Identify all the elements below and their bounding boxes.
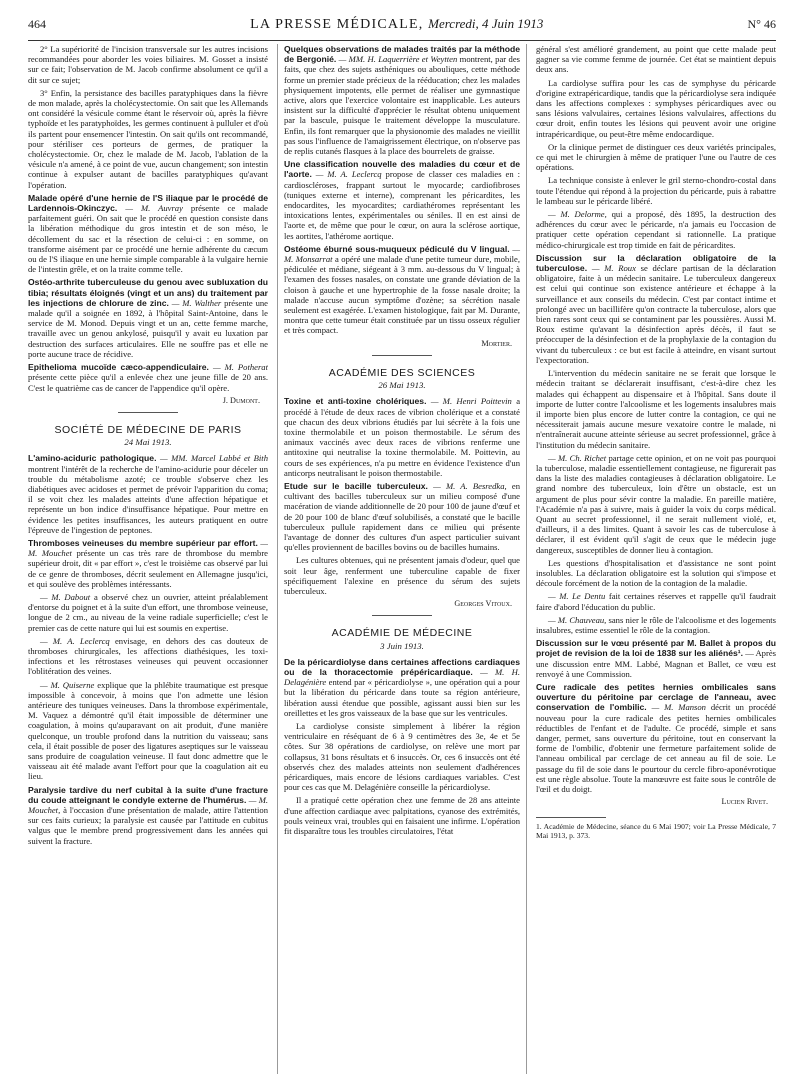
paragraph (28, 680, 268, 782)
article-author: — M. H. Delagénière (284, 666, 520, 688)
paragraph (28, 636, 268, 677)
paragraph: La cardiolyse suffira pour les cas de symphyse du péricarde d'origine extrapéricardique, tandis que la péricardiolyse sera indiquée dans les affections complexes : symphyses péricardiques avec ou sans lésions valvulaires, certaines lésions valvulaires, affections du cœur droit, enfin toutes les lésions qui peuvent avoir une origine intrapéricardique, ou peut-être même endocardique. (536, 77, 776, 139)
article-title: Toxine et anti-toxine cholériques. (284, 396, 427, 407)
article-title: Etude sur le bacille tuberculeux. (284, 480, 428, 491)
article-text: qui a proposé, dès 1895, la destruction des adhérences du cœur avec le péricarde, n'a jamais eu l'occasion de pratiquer cette opération cependant si rationnelle. La pratique médico-chirurgicale est trop timide en fait de péricardites. (536, 209, 776, 250)
article-text: explique que la phlébite traumatique est presque impossible à concevoir, à moins que l'on admette une lésion antérieure des tuniques veineuses. Dans la thrombose expérimentale, M. Vaquez a démontré qu'il était impossible de déterminer une coagulation, à moins qu'auparavant on ait produit, d'une manière quelconque, un trouble profond dans la nutrition du vaisseau; sans cela, il était possible de poser des ligatures aseptiques sur le vaisseau sans produire de coagulation veineuse. Il faut donc admettre que le vaisseau ait été malade avant l'effort pour que la coagulation ait eu lieu. (28, 679, 268, 782)
article-text: décrit un procédé nouveau pour la cure radicale des petites hernies ombilicales réductibles de l'enfant et de l'adulte. Ce procédé, simple et sans danger, permet, sans ouverture du péritoine, tout en conservant la forme de l'ombilic, d'obtenir une fermeture parfaitement solide de l'anneau ombilical par cerclage de cet anneau au fil de soie. Le passage du fil de soie dans le pourtour du cercle fibro-aponévrotique est une règle absolue. Toute la manœuvre est faite sous le contrôle de l'œil et du doigt. (536, 702, 776, 795)
article-title: Epithelioma mucoïde cæco-appendiculaire. (28, 362, 209, 373)
article-title: Une classification nouvelle des maladies du cœur et de l'aorte. (284, 159, 520, 180)
article-text: envisage, en dehors des cas douteux de thromboses chirurgicales, les affections diathésiques, les toxi-infections et les rétrostases veineuses qui peuvent occasionner l'oblitération des veines. (28, 635, 268, 677)
article-title: Ostéo-arthrite tuberculeuse du genou avec subluxation du tibia; résultats éloignés (vingt et un ans) du traitement par les injections de chlorure de zinc. (28, 277, 268, 308)
article-author: — M. A. Leclercq (315, 169, 382, 180)
article-text: a opéré une malade d'une petite tumeur dure, mobile, pédiculée et médiane, siégeant à 3 mm. au-dessous du V lingual; à l'examen des fosses nasales, on constate une grande déviation de la cloison à gauche et une hypertrophie de la fosse nasale droite; la malade n'accuse aucun symptôme d'ozène; sa sécrétion nasale seulement est exagérée. L'examen histologique, fait par M. Durante, montra que cette tumeur était constituée par un tissu osseux régulier et très compact. (284, 254, 520, 336)
article-text: partage cette opinion, et on ne voit pas pourquoi la tuberculose, maladie essentiellement contagieuse, ne figurerait pas dans la liste des maladies contagieuses à déclaration obligatoire. Le grand nombre des tuberculeux, loin d'être un obstacle, est un argument de plus pour sévir contre la maladie. En pareille matière, l'Académie n'a pas à suivre, mais à guider la voix du corps médical. Quant au secret professionnel, il ne serait nullement violé, et, d'ailleurs, il a des limites. Quant à savoir les cas de tuberculose à déclarer, il est évident qu'il s'agit de ceux que le médecin juge dangereux, susceptibles de donner lieu à contagion. (536, 452, 776, 555)
article-text: fait certaines réserves et rappelle qu'il faudrait faire d'abord l'éducation du public. (536, 591, 776, 612)
article-text: présente cette pièce qu'il a enlevée chez une jeune fille de 20 ans. C'est le quatrième cas de cancer de l'appendice qu'il opère. (28, 372, 268, 393)
signature: Georges Vitoux. (454, 599, 512, 609)
article-author: — MM. H. Laquerrière et Weytten (338, 54, 458, 65)
article-author: — M. Walther (171, 297, 222, 308)
article-text: présente une malade qu'il a soignée en 1892, à l'hôpital Saint-Antoine, dans le service de M. Monod. Depuis vingt et un an, cette femme marche, travaille avec un genou ankylosé, puisqu'il y avait eu luxation par destruction des surfaces articulaires. Elle ne souffre pas et elle ne porte aucune trace de récidive. (28, 297, 268, 359)
article (28, 453, 268, 535)
article-text: montrent l'intérêt de la recherche de l'amino-acidurie pour déceler un trouble du métabolisme azoté; ce trouble s'observe chez les diabétiques avec acidoses et permet de prévoir l'apparition du coma; il se voit chez les malades atteints d'une affection hépatique et représente un bon indice d'insuffisance hépatique. Pour mettre en évidence les petites insuffisances, les auteurs pratiquent en outre l'épreuve de l'ingestion de peptones. (28, 463, 268, 535)
journal-name: LA PRESSE MÉDICALE, (250, 17, 424, 32)
paragraph: Les questions d'hospitalisation et d'assistance ne sont point insolubles. La déclaration obligatoire est la solution qui s'impose et découle forcément de la notion de la contagion de la maladie. (536, 557, 776, 589)
paragraph: 3° Enfin, la persistance des bacilles paratyphiques dans la fièvre de mon malade, après la cholécystectomie. On sait que les Allemands ont considéré la vésicule comme étant le réservoir où, après la fièvre typhoïde et les paratyphoïdes, les germes continuent à pulluler et d'où ils partent pour ensemencer l'intestin. On sait qu'ils ont recommandé, pour stériliser ces porteurs de germes, de pratiquer la cholécystectomie. Or, chez le malade de M. Jacob, l'ablation de la vésicule n'a amené, à ce point de vue, aucun changement; son intestin continue à expulser autant de bacilles paratyphiques qu'avant l'opération. (28, 87, 268, 190)
article-author: — M. Ch. Richet (548, 452, 607, 463)
column-right (536, 44, 776, 1074)
paragraph (536, 615, 776, 635)
article-text: présente un cas très rare de thrombose du membre supérieur droit, dit « par effort », c'est le troisième cas observé par lui de ce genre de thromboses, décrit seulement en Allemagne jusqu'ici, et qui soulève des problèmes intéressants. (28, 548, 268, 589)
article-title: De la péricardiolyse dans certaines affections cardiaques ou de la thoracectomie prépéricardiaque. (284, 656, 520, 677)
article-title: Malade opéré d'une hernie de l'S iliaque par le procédé de Lardennois-Okinczyc. (28, 192, 268, 214)
article-author: — M. Chauveau, (548, 614, 607, 625)
article-author: — MM. Marcel Labbé et Bith (159, 453, 268, 464)
article-title: Ostéome éburné sous-muqueux pédiculé du V lingual. (284, 243, 510, 254)
article-text: a procédé à l'étude de deux races de vibrion cholérique et a constaté que chacun des deux vibrions étudiés par lui sécrète à la fois une toxine thermolabile et un poison thermostabile. Le sérum des animaux vaccinés avec deux races de vibrions renferme une antitoxine qui neutralise la toxine thermolabile. M. Poittevin, au cours de ses expériences, n'a pu mettre en évidence l'existence d'un anticorps neutralisant le poison thermostabile. (284, 396, 521, 478)
article-author: — M. Mouchet, (28, 794, 268, 816)
paragraph: La cardiolyse consiste simplement à libérer la région ventriculaire en réséquant de 6 à 9 centimètres des 3e, 4e et 5e côtes. Sur 38 opérations de cardiolyse, on relève une mort par collapsus, 31 bons résultats et 6 insuccès. Or, ces 6 insuccès ont été observés chez des malades atteints non seulement d'adhérences péricardiques, mais encore de lésions cardiaques variables. C'est pour ces cas que M. Delagénière conseille la péricardiolyse. (284, 720, 520, 793)
article-text: présente ce malade parfaitement guéri. On sait que le procédé en question consiste dans la libération méthodique du gros intestin et de son méso, le décollement du sac et la résection de celui-ci : en somme, on transforme aisément par ce procédé une hernie adhérente du cæcum ou de l'S iliaque en une hernie simple comparable à la vulgaire hernie de l'intestin grêle, et on la traite comme telle. (28, 203, 268, 275)
article-author: — M. Manson (651, 702, 706, 713)
footnote-divider (536, 817, 606, 818)
issue-date: Mercredi, 4 Juin 1913 (428, 16, 544, 31)
article-text: sans nier le rôle de l'alcoolisme et des logements insalubres, estime essentiel le rôle de la contagion. (536, 614, 776, 635)
article-author: — M. A. Besredka, (433, 480, 507, 491)
section-heading: ACADÉMIE DES SCIENCES (328, 366, 476, 379)
article (284, 159, 520, 241)
article (28, 538, 268, 589)
section-date: 26 Mai 1913. (378, 380, 426, 391)
article (284, 481, 520, 552)
divider (118, 412, 178, 413)
article-author: — M. Delorme, (548, 209, 607, 220)
paragraph: 2° La supériorité de l'incision transversale sur les autres incisions recommandées pour aborder les voies biliaires. M. Gosset a insisté sur ce fait; l'observation de M. Jacob confirme absolument ce qu'il a dit sur ce sujet; (28, 44, 268, 85)
paragraph: Il a pratiqué cette opération chez une femme de 28 ans atteinte d'une affection cardiaque avec palpitations, cyanose des extrémités, pouls veineux vrai, troubles qui en faisaient une infirme. L'opération fit disparaître tous les troubles circulatoires, l'état (284, 795, 520, 837)
article (536, 638, 776, 679)
article-author: — M. Henri Poittevin (430, 396, 512, 407)
divider (372, 615, 432, 616)
article (28, 785, 268, 846)
article-columns (28, 44, 776, 1074)
article (28, 277, 268, 359)
column-left (28, 44, 268, 1074)
section-date: 3 Juin 1913. (380, 640, 424, 651)
paragraph: Or la clinique permet de distinguer ces deux variétés principales, ce qui met le chirurgien à même de pratiquer l'une ou l'autre de ces opérations. (536, 141, 776, 173)
article-title: Cure radicale des petites hernies ombilicales sans ouverture du péritoine par cerclage de l'anneau, avec conservation de l'ombilic. (536, 681, 776, 713)
journal-title (250, 16, 543, 33)
section-heading: SOCIÉTÉ DE MÉDECINE DE PARIS (54, 423, 242, 436)
signature: Lucien Rivet. (721, 797, 768, 807)
article (28, 193, 268, 275)
article (536, 253, 776, 365)
article-author: — M. Dabout (40, 591, 91, 602)
article-text: — Après une discussion entre MM. Labbé, Magnan et Ballet, ce vœu est renvoyé à une Commission. (536, 648, 776, 679)
paragraph: général s'est amélioré grandement, au point que cette malade peut gagner sa vie comme femme de journée. Cet état se maintient depuis deux ans. (536, 44, 776, 75)
paragraph (536, 591, 776, 611)
column-middle (277, 44, 527, 1074)
issue-number: N° 46 (747, 17, 776, 31)
paragraph: La technique consiste à enlever le gril sterno-chondro-costal dans toute l'étendue qui répond à la projection du péricarde, puis à rabattre le lambeau sur le péricarde libéré. (536, 175, 776, 206)
article-text: se déclare partisan de la déclaration obligatoire, faite à un médecin sanitaire. Le tuberculeux dangereux est celui qui continue son existence antérieure et échappe à la surveillance et aux conseils du médecin. C'est par contact intime et prolongé avec un bacillifère qu'on contracte la tuberculose, alors que bien rares sont ceux qui se contaminent par les poussières. Aussi M. Roux estime qu'avant la désinfection après décès, il faut se préoccuper de la désinfection et de la prophylaxie de la contagion du vivant du tuberculeux : ce but est facile à atteindre, en visant surtout l'expectoration. (536, 263, 776, 365)
article-author: — M. Roux (591, 263, 636, 274)
article-title: L'amino-aciduric pathologique. (28, 453, 157, 464)
article (536, 682, 776, 794)
article-author: — M. Le Dentu (548, 591, 606, 602)
article-author: — M. Monsarrat (284, 243, 520, 265)
article-title: Thromboses veineuses du membre supérieur par effort. (28, 537, 258, 548)
article-author: — M. Mouchet (28, 537, 268, 559)
article-text: en cultivant des bacilles tuberculeux sur un milieu composé d'une macération de viande additionnelle de 20 pour 100 de jaune d'œuf et de 20 pour 100 de blanc d'œuf solubilisés, a constaté que le bacille tuberculeux pullule rapidement dans ce milieu qui présente l'avantage de donner des cultures d'un aspect particulier suivant qu'elles proviennent de bacilles bovins ou de bacilles humains. (284, 480, 520, 553)
signature: Mortier. (481, 338, 512, 348)
article-text: a observé chez un ouvrier, atteint préalablement d'entorse du poignet et à la suite d'un effort, une thrombose veineuse, longue de 2 cm., au niveau de la veine radiale superficielle; c'est le premier cas de cette nature qui lui est soumis en expertise. (28, 591, 268, 633)
article-author: — M. Quiserne (40, 679, 95, 690)
paragraph (536, 453, 776, 555)
paragraph (536, 209, 776, 250)
article-text: propose de classer ces maladies en : cardioscléroses, frappant surtout le myocarde; cardiofibroses (tuniques externe et interne), comprenant les péricardites, les endocardites, les myocardites; cardiathéromes représentant les intoxications lentes, expérimentales ou séniles. Il en est ainsi de l'aorte et, de même que pour le cœur, on aura la sclérose aortique, les aortites, l'athérome aortique. (284, 169, 520, 241)
paragraph: Les cultures obtenues, qui ne présentent jamais d'odeur, quel que soit leur âge, renferment une tuberculine capable de fixer spécifiquement l'alexine en présence du sérum des sujets tuberculeux. (284, 555, 520, 596)
section-heading: ACADÉMIE DE MÉDECINE (331, 627, 473, 640)
article (28, 362, 268, 393)
signature: J. Dumont. (222, 395, 260, 405)
article-title: Discussion sur le vœu présenté par M. Ballet à propos du projet de revision de la loi de 1838 sur les aliénés¹. (536, 638, 776, 659)
article-title: Paralysie tardive du nerf cubital à la suite d'une fracture du coude atteignant le condyle externe de l'humérus. (28, 784, 268, 805)
section-date: 24 Mai 1913. (124, 437, 172, 448)
article-author: — M. Auvray (125, 203, 183, 214)
divider (372, 355, 432, 356)
article-title: Discussion sur la déclaration obligatoire de la tuberculose. (536, 252, 776, 274)
article-title: Quelques observations de malades traités par la méthode de Bergonié. (284, 44, 520, 65)
article (284, 244, 520, 336)
footnote: 1. Académie de Médecine, séance du 6 Mai 1907; voir La Presse Médicale, 7 Mai 1913, p. 373. (536, 822, 776, 841)
article (284, 396, 520, 478)
article-author: — M. A. Leclercq (40, 635, 110, 646)
article-text: montrent, par des faits, que chez des sujets asthéniques ou abouliques, cette méthode forme un premier stade précieux de la rééducation; chez les malades physiquement impotents, elle permet de réaliser une gymnastique active, alors que l'exercice volontaire est inapplicable. Les auteurs insistent sur la difficulté d'apprécier le résultat obtenu uniquement par la bascule, puisque le traitement développe la musculature. Enfin, ils font remarquer que la physionomie des malades ne vieillit pas sous l'influence de l'amaigrissement électrique, on n'observe pas de replis cutanés flasques à la place des bourrelets de graisse. (284, 54, 520, 157)
page-number: 464 (28, 17, 46, 31)
article (284, 44, 520, 156)
paragraph (28, 592, 268, 633)
article-text: entend par « péricardiolyse », une opération qui a pour but la libération du péricarde dans toute sa région antérieure, libération aussi étendue que possible, agissant aussi bien sur les oreillettes et les gros vaisseaux de la base que sur les ventricules. (284, 677, 520, 718)
page-header (28, 16, 776, 41)
article (284, 657, 520, 718)
article-text: à l'occasion d'une présentation de malade, attire l'attention sur ces faits curieux; la paralysie est causée par l'attitude en cubitus valgus que le membre prend progressivement dans les années qui suivent la fracture. (28, 805, 268, 846)
article-author: — M. Potherat (212, 362, 268, 373)
paragraph: L'intervention du médecin sanitaire ne se ferait que lorsque le médecin traitant se déclarerait insuffisant, c'est-à-dire chez les malades qui échappent au dispensaire et à l'hôpital. Sans doute il importe de lutter contre l'alcoolisme et les logements insalubres mais il importe bien plus encore de lutter contre la contagion, ce qui ne nécessiterait jamais aucune mesure vexatoire contre le malade, ni n'entraînerait aucune atteinte sérieuse au secret professionnel, grâce à l'institution du médecin sanitaire. (536, 368, 776, 450)
